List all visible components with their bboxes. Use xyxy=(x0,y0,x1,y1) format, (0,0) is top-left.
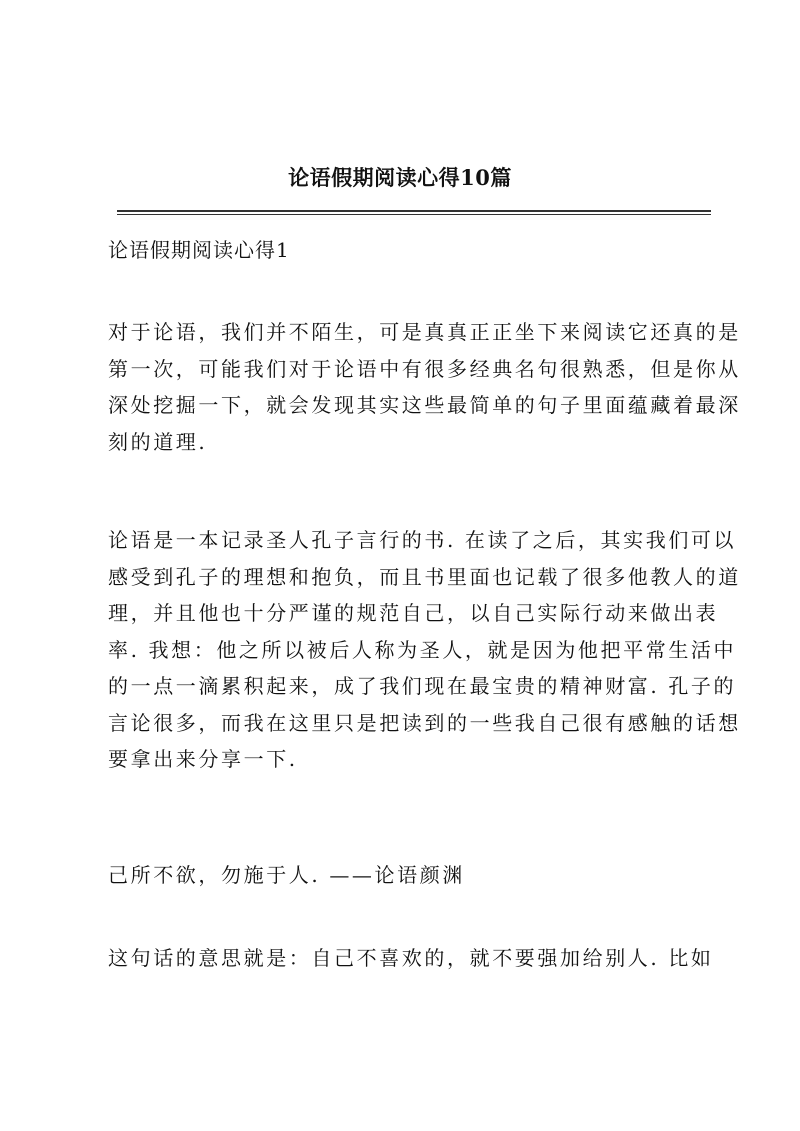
paragraph-line: 深处挖掘一下，就会发现其实这些最简单的句子里面蕴藏着最深 xyxy=(108,393,741,417)
document-title: 论语假期阅读心得10篇 xyxy=(288,165,512,190)
paragraph-line: 感受到孔子的理想和抱负，而且书里面也记载了很多他教人的道 xyxy=(108,564,741,589)
paragraph-line: 言论很多，而我在这里只是把读到的一些我自己很有感触的话想 xyxy=(108,710,741,735)
paragraph-line: 率. 我想：他之所以被后人称为圣人，就是因为他把平常生活中 xyxy=(108,637,737,662)
quotation-paragraph xyxy=(108,857,712,894)
paragraph-line: 这句话的意思就是：自己不喜欢的，就不要强加给别人. 比如 xyxy=(108,946,714,970)
paragraph-1 xyxy=(108,314,741,460)
paragraph-line: 论语是一本记录圣人孔子言行的书. 在读了之后，其实我们可以 xyxy=(108,528,737,552)
paragraph-4 xyxy=(108,940,712,977)
paragraph-line: 刻的道理. xyxy=(108,429,208,454)
paragraph-line: 要拿出来分享一下. xyxy=(108,747,298,771)
paragraph-line: 第一次，可能我们对于论语中有很多经典名句很熟悉，但是你从 xyxy=(108,356,741,381)
paragraph-line: 对于论语，我们并不陌生，可是真真正正坐下来阅读它还真的是 xyxy=(108,320,741,344)
paragraph-line: 己所不欲，勿施于人. ——论语颜渊 xyxy=(108,863,465,887)
section-heading: 论语假期阅读心得1 xyxy=(108,238,290,262)
paragraph-line: 理，并且他也十分严谨的规范自己，以自己实际行动来做出表 xyxy=(108,601,719,625)
paragraph-2 xyxy=(108,522,741,778)
title-divider xyxy=(117,210,711,215)
paragraph-line: 的一点一滴累积起来，成了我们现在最宝贵的精神财富. 孔子的 xyxy=(108,674,737,698)
